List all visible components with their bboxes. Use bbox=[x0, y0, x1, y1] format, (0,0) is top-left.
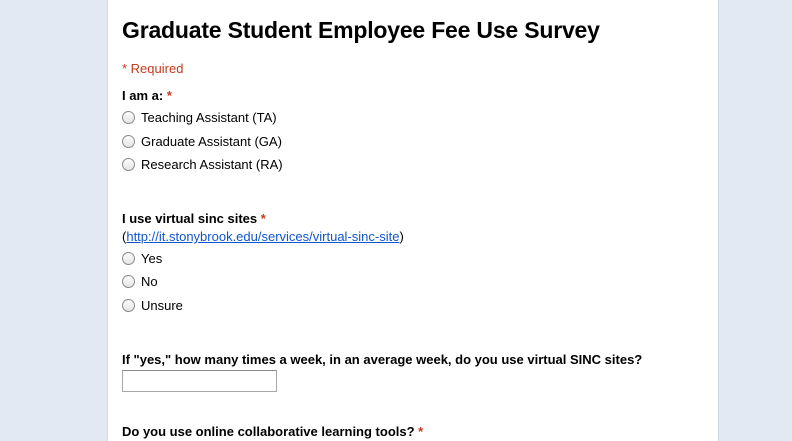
radio-option-no[interactable] bbox=[122, 272, 158, 290]
form-title: Graduate Student Employee Fee Use Survey bbox=[122, 17, 600, 43]
radio-option-ra[interactable] bbox=[122, 155, 283, 173]
radio-label: Research Assistant (RA) bbox=[141, 156, 283, 172]
radio-button[interactable] bbox=[122, 299, 135, 312]
required-star: * bbox=[418, 424, 424, 439]
frequency-input[interactable] bbox=[122, 370, 277, 392]
question-sinc-label: I use virtual sinc sites bbox=[122, 211, 258, 226]
radio-button[interactable] bbox=[122, 275, 135, 288]
radio-label: Yes bbox=[141, 250, 163, 266]
required-star: * bbox=[166, 88, 172, 103]
question-tools-label: Do you use online collaborative learning tools? bbox=[122, 424, 415, 439]
radio-option-unsure[interactable] bbox=[122, 296, 183, 314]
radio-button[interactable] bbox=[122, 135, 135, 148]
radio-button[interactable] bbox=[122, 252, 135, 265]
help-close-paren: ) bbox=[399, 229, 404, 244]
radio-button[interactable] bbox=[122, 158, 135, 171]
required-star: * bbox=[260, 211, 266, 226]
question-role-label: I am a: bbox=[122, 88, 164, 103]
virtual-sinc-link[interactable]: http://it.stonybrook.edu/services/virtual-sinc-site bbox=[126, 229, 400, 244]
radio-option-yes[interactable] bbox=[122, 249, 162, 267]
question-sinc-title bbox=[122, 211, 266, 226]
radio-option-ta[interactable] bbox=[122, 108, 277, 126]
required-note: * Required bbox=[122, 61, 184, 76]
radio-option-ga[interactable] bbox=[122, 132, 282, 150]
radio-label: Teaching Assistant (TA) bbox=[141, 109, 277, 125]
radio-label: Unsure bbox=[141, 297, 183, 313]
form-page bbox=[107, 0, 719, 441]
question-tools-title bbox=[122, 424, 423, 439]
radio-label: Graduate Assistant (GA) bbox=[141, 133, 282, 149]
question-sinc-help bbox=[122, 229, 404, 244]
help-open-paren: ( bbox=[122, 229, 127, 244]
radio-label: No bbox=[141, 273, 158, 289]
question-role-title bbox=[122, 88, 172, 103]
question-frequency-title: If "yes," how many times a week, in an average week, do you use virtual SINC sites? bbox=[122, 352, 643, 367]
radio-button[interactable] bbox=[122, 111, 135, 124]
